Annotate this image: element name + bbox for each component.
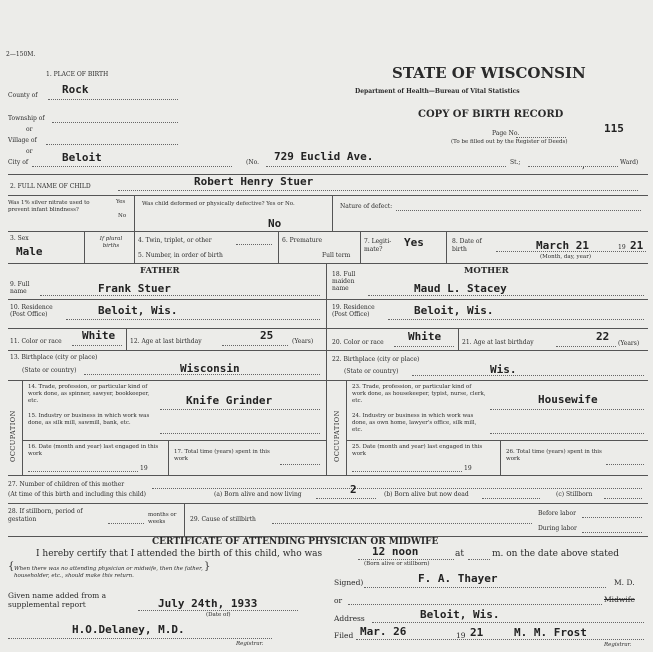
md-label: M. D. [614, 578, 635, 587]
father-industry-label: 15. Industry or business in which work was done, as silk mill, sawmill, bank, etc. [28, 413, 150, 426]
mother-color-label: 20. Color or race [332, 339, 384, 346]
birth-record-document: 2—150M. STATE OF WISCONSIN Department of Health—Bureau of Vital Statistics COPY OF BIRTH RECORD Page No. 115 (To be filled out by the Register of Deeds) 1. PLACE OF BIRTH County of Rock Township of or Village of or City of Beloit (No. 729 Euclid Ave. St.; Ward) 2. FULL NAME OF CHILD Robert Henry Stuer Was 1% silver nitrate used to prevent infant blindness? Yes No Was child deformed or physically defective? Yes or No. No Nature of defect: 3. Sex Male If plural births 4. Twin, triplet, or other 5. Number, in order of birth 6. Premature Full term 7. Legiti- mate? Yes 8. Date of birth March 21 19 21 (Month, day, year) FATHER 9. Full name Frank Stuer 10. Residence (Post Office) Beloit, Wis. 11. Color or race White 12. Age at last birthday 25 (Years) 13. Birthplace (city or place) (State or country) Wisconsin OCCUPATION 14. Trade, profession, or particular kind of work done, as spinner, sawyer, bookkeeper, etc. Knife Grinder 15. Industry or business in which work was done, as silk mill, sawmill, bank, etc. 16. Date (month and year) last engaged in this work 19 17. Total time (years) spent in this work MOTHER 18. Full maiden name Maud L. Stacey 19. Residence (Post Office) Beloit, Wis. 20. Color or race White 21. Age at last birthday 22 (Years) 22. Birthplace (city or place) (State or country) Wis. OCCUPATION 23. Trade, profession, or particular kind of work done, as housekeeper, typist, nurse, clerk, etc. Housewife 24. Industry or business in which work was done, as own home, lawyer's office, silk mill, etc. 25. Date (month and year) last engaged in this work 19 26. Total time (years) spent in this work 27. Number of children of this mother (At time of this birth and including this child) (a) Born alive and now living 2 (b) Born alive but now dead (c) Stillborn 28. If stillborn, period of gestation months or weeks 29. Cause of stillbirth Before labor During labor CERTIFICATE OF ATTENDING PHYSICIAN OR MIDWIFE I hereby certify that I attended the birth of this child, who was 12 noon at m. on the date above stated (Born alive or stillborn) { When there was no attending physician or midwife, then the father, householder, etc., should make this return. } Signed) F. A. Thayer M. D. or Midwife Given name added from a supplemental report July 24th, 1933 (Date of) Address Beloit, Wis. H.O.Delaney, M.D. Registrar. Filed Mar. 26 19 21 M. M. Frost Registrar. , [0, 0, 653, 652]
during-labor-label: During labor [538, 525, 577, 532]
plural-births-note: If plural births [99, 236, 123, 250]
registrar-name: H.O.Delaney, M.D. [72, 623, 185, 636]
mother-trade-value: Housewife [538, 393, 598, 406]
born-alive-living-value: 2 [350, 483, 357, 496]
place-of-birth-title: 1. PLACE OF BIRTH [46, 71, 109, 78]
legitimate-value: Yes [404, 236, 424, 249]
county-label: County of [8, 92, 38, 99]
mother-residence-label: 19. Residence (Post Office) [332, 304, 375, 319]
department: Department of Health—Bureau of Vital Statistics [355, 88, 520, 95]
mother-birthplace-value: Wis. [490, 363, 517, 376]
months-weeks-label: months or weeks [148, 512, 177, 526]
copy-title: COPY OF BIRTH RECORD [418, 109, 564, 120]
street-number-label: (No. [246, 159, 260, 166]
birth-year-value: 21 [630, 239, 644, 252]
gestation-label: 28. If stillborn, period of gestation [8, 508, 83, 523]
page-label: Page No. [492, 130, 520, 137]
defect-label: Nature of defect: [340, 203, 393, 210]
mother-industry-label: 24. Industry or business in which work was done, as own home, lawyer's office, silk mill, etc. [352, 413, 477, 433]
father-total-time-label: 17. Total time (years) spent in this work [174, 449, 270, 462]
physician-signature: F. A. Thayer [418, 572, 498, 585]
father-color-value: White [82, 329, 116, 342]
filed-year-value: 21 [470, 626, 484, 639]
father-age-value: 25 [260, 329, 274, 342]
mother-total-time-label: 26. Total time (years) spent in this work [506, 449, 602, 462]
mother-color-value: White [408, 330, 442, 343]
village-label: Village of [8, 137, 37, 144]
no-physician-note: When there was no attending physician or midwife, then the father, householder, etc., should make this return. [14, 566, 203, 579]
before-labor-label: Before labor [538, 510, 576, 517]
filed-date-value: Mar. 26 [360, 625, 407, 638]
birth-order-label: 5. Number, in order of birth [138, 252, 223, 259]
father-last-engaged-label: 16. Date (month and year) last engaged in this work [28, 444, 159, 457]
certificate-title: CERTIFICATE OF ATTENDING PHYSICIAN OR MIDWIFE [152, 537, 439, 547]
mother-last-engaged-label: 25. Date (month and year) last engaged in this work [352, 444, 483, 457]
child-name-value: Robert Henry Stuer [194, 175, 314, 188]
filing-registrar-name: M. M. Frost [514, 626, 587, 639]
born-alive-note: (Born alive or stillborn) [364, 561, 430, 567]
mother-name-value: Maud L. Stacey [414, 282, 507, 295]
city-value: Beloit [62, 151, 102, 164]
mother-heading: MOTHER [464, 266, 509, 276]
legitimate-label: 7. Legiti- mate? [364, 238, 392, 253]
cause-stillbirth-label: 29. Cause of stillbirth [190, 516, 256, 523]
page-number: 115 [604, 122, 624, 135]
certify-text: I hereby certify that I attended the birth of this child, who was [36, 549, 323, 559]
mother-occupation-label: OCCUPATION [333, 410, 341, 462]
street-address-value: 729 Euclid Ave. [274, 150, 374, 163]
date-of-birth-label: 8. Date of birth [452, 238, 482, 253]
father-name-label: 9. Full name [10, 281, 30, 296]
date-of-birth-value: March 21 [536, 239, 589, 252]
mother-trade-label: 23. Trade, profession, or particular kind of work done, as housekeeper, typist, nurse, clerk, etc. [352, 384, 486, 404]
twin-label: 4. Twin, triplet, or other [138, 237, 212, 244]
deformed-question: Was child deformed or physically defective? Yes or No. [142, 201, 295, 207]
father-birthplace-value: Wisconsin [180, 362, 240, 375]
father-birthplace-label: 13. Birthplace (city or place) [10, 354, 98, 361]
ward-label: Ward) [620, 159, 639, 166]
father-name-value: Frank Stuer [98, 282, 171, 295]
born-alive-living-label: (a) Born alive and now living [214, 491, 302, 498]
child-name-label: 2. FULL NAME OF CHILD [10, 183, 91, 190]
signed-label: Signed) [334, 578, 364, 587]
address-label: Address [334, 614, 365, 623]
date-hint: (Month, day, year) [540, 254, 591, 260]
given-name-added-label: Given name added from a supplemental report [8, 591, 107, 610]
city-label: City of [8, 159, 29, 166]
father-residence-value: Beloit, Wis. [98, 304, 178, 317]
father-trade-value: Knife Grinder [186, 394, 273, 407]
father-heading: FATHER [140, 266, 180, 276]
father-color-label: 11. Color or race [10, 338, 62, 345]
midwife-label: Midwife [604, 595, 635, 604]
father-trade-label: 14. Trade, profession, or particular kind of work done, as spinner, sawyer, bookkeeper, etc. [28, 384, 150, 404]
silver-nitrate-question: Was 1% silver nitrate used to prevent infant blindness? [8, 200, 90, 213]
sex-value: Male [16, 245, 43, 258]
children-count-sub: (At time of this birth and including this child) [8, 491, 147, 498]
street-label: St.; [510, 159, 521, 166]
mother-age-label: 21. Age at last birthday [462, 339, 534, 346]
form-number: 2—150M. [6, 51, 36, 58]
deformed-value: No [268, 217, 282, 230]
page-note: (To be filled out by the Register of Deeds) [451, 139, 568, 145]
father-residence-label: 10. Residence (Post Office) [10, 304, 53, 319]
state-title: STATE OF WISCONSIN [392, 64, 586, 82]
born-alive-dead-label: (b) Born alive but now dead [384, 491, 469, 498]
father-age-label: 12. Age at last birthday [130, 338, 202, 345]
mother-age-value: 22 [596, 330, 610, 343]
stillborn-label: (c) Stillborn [556, 491, 593, 498]
mother-birthplace-label: 22. Birthplace (city or place) [332, 356, 420, 363]
filed-label: Filed [334, 631, 354, 640]
sex-label: 3. Sex [10, 235, 29, 242]
father-occupation-label: OCCUPATION [9, 410, 17, 462]
supplemental-report-date: July 24th, 1933 [158, 597, 258, 610]
county-value: Rock [62, 83, 89, 96]
mother-residence-value: Beloit, Wis. [414, 304, 494, 317]
township-label: Township of [8, 115, 45, 122]
birth-time-value: 12 noon [372, 545, 419, 558]
address-value: Beloit, Wis. [420, 608, 500, 621]
children-count-label: 27. Number of children of this mother [8, 481, 125, 488]
full-term-label: Full term [322, 252, 351, 259]
premature-label: 6. Premature [282, 237, 323, 244]
mother-name-label: 18. Full maiden name [332, 271, 356, 293]
